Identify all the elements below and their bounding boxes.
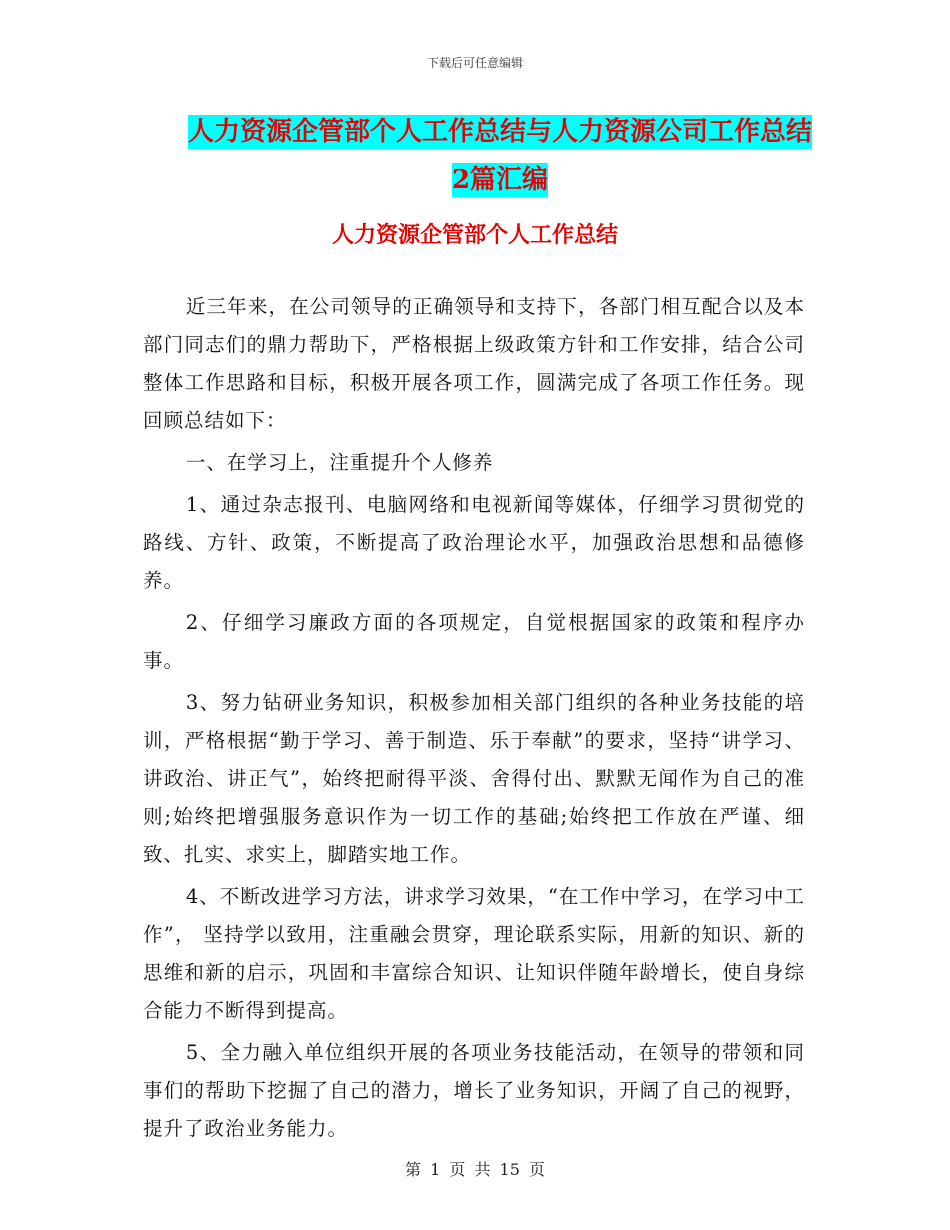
section-title: 人力资源企管部个人工作总结	[331, 222, 618, 248]
paragraph-item-3: 3、努力钻研业务知识，积极参加相关部门组织的各种业务技能的培训，严格根据“勤于学习、善于制造、乐于奉献”的要求，坚持“讲学习、讲政治、讲正气”，始终把耐得平淡、舍得付出、默默无闻作为自己的准则;始终把增强服务意识作为一切工作的基础;始终把工作放在严谨、细致、扎实、求实上，脚踏实地工作。	[143, 691, 805, 866]
paragraph-item-5: 5、全力融入单位组织开展的各项业务技能活动，在领导的带领和同事们的帮助下挖掘了自己的潜力，增长了业务知识，开阔了自己的视野，提升了政治业务能力。	[143, 1041, 805, 1140]
header-note: 下载后可任意编辑	[426, 56, 523, 70]
document-title	[180, 108, 820, 204]
paragraph-item-1: 1、通过杂志报刊、电脑网络和电视新闻等媒体，仔细学习贯彻党的路线、方针、政策，不断提高了政治理论水平，加强政治思想和品德修养。	[143, 493, 805, 592]
document-title-text: 人力资源企管部个人工作总结与人力资源公司工作总结2篇汇编	[187, 117, 812, 195]
paragraph-heading-1: 一、在学习上，注重提升个人修养	[185, 451, 494, 474]
paragraph-intro: 近三年来，在公司领导的正确领导和支持下，各部门相互配合以及本部门同志们的鼎力帮助下，严格根据上级政策方针和工作安排，结合公司整体工作思路和目标，积极开展各项工作，圆满完成了各项工作任务。现回顾总结如下：	[143, 295, 805, 432]
paragraph-item-4: 4、不断改进学习方法，讲求学习效果，“在工作中学习，在学习中工作”， 坚持学以致用，注重融会贯穿，理论联系实际，用新的知识、新的思维和新的启示，巩固和丰富综合知识、让知识伴随年龄增长，使自身综合能力不断得到提高。	[143, 885, 805, 1022]
document-body	[143, 288, 805, 1152]
paragraph-item-2: 2、仔细学习廉政方面的各项规定，自觉根据国家的政策和程序办事。	[143, 611, 805, 672]
page-number-footer: 第 1 页 共 15 页	[405, 1160, 545, 1179]
